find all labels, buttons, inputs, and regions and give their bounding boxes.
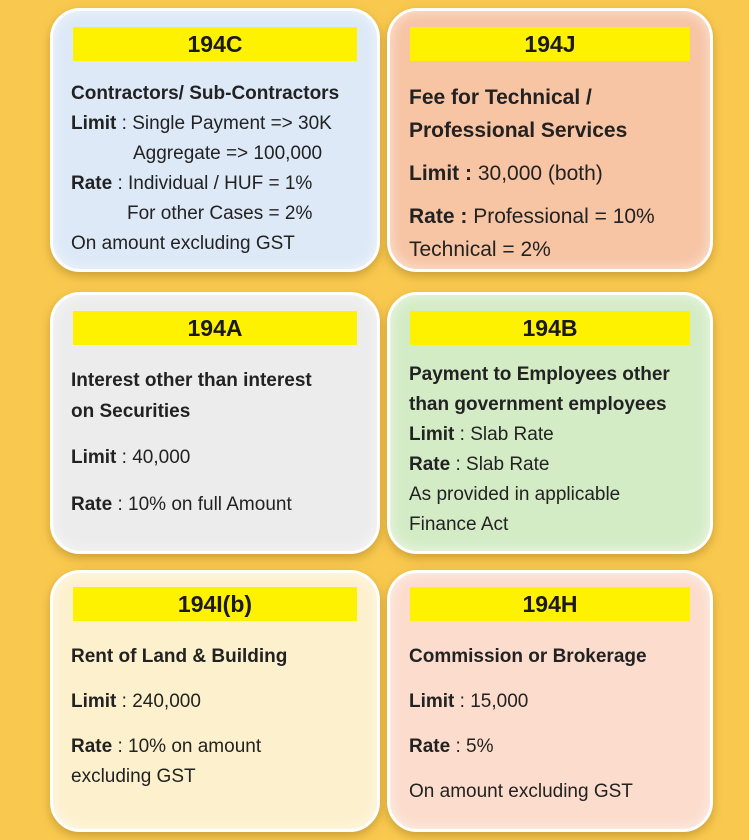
limit-line [409,157,603,190]
card-title-line-2: Professional Services [409,119,628,142]
limit-line [71,687,201,717]
card-194h [387,570,713,832]
limit-label: Limit [409,424,455,445]
rate-line [409,732,494,762]
limit-value: : 15,000 [454,691,529,712]
limit-line [409,687,528,717]
section-header: 194J [410,27,690,61]
rate-line [409,450,549,480]
rate-value: Professional = 10% [467,205,655,228]
limit-label: Limit [409,691,455,712]
section-header: 194I(b) [73,587,357,621]
limit-label: Limit [71,691,117,712]
section-header: 194A [73,311,357,345]
rate-line-2: excluding GST [71,766,196,787]
rate-value: : 10% on full Amount [112,494,292,515]
card-194a [50,292,380,554]
card-title: Rent of Land & Building [71,646,288,667]
section-header: 194B [410,311,690,345]
card-title-line-1: Interest other than interest [71,370,312,391]
note-line-2: Finance Act [409,514,509,535]
rate-label: Rate [409,736,451,757]
rate-value: : 5% [450,736,494,757]
card-title-line-1: Payment to Employees other [409,364,670,385]
section-header: 194H [410,587,690,621]
rate-line [71,732,261,762]
rate-line [71,490,292,520]
rate-label: Rate [71,736,113,757]
rate-label: Rate [409,454,451,475]
limit-line [71,443,190,473]
note-line-1: As provided in applicable [409,484,621,505]
card-194c [50,8,380,272]
rate-line [71,169,312,199]
limit-line [71,109,332,139]
rate-value: : 10% on amount [112,736,262,757]
limit-value: : Slab Rate [454,424,554,445]
limit-line-2: Aggregate => 100,000 [133,143,323,164]
limit-line [409,420,554,450]
card-194j [387,8,713,272]
rate-line [409,200,655,233]
limit-value: : Single Payment => 30K [116,113,332,134]
rate-value: : Slab Rate [450,454,550,475]
limit-label: Limit [71,113,117,134]
card-title: Commission or Brokerage [409,646,647,667]
card-title-line-2: than government employees [409,394,667,415]
card-title-line-1: Fee for Technical / [409,86,592,109]
limit-label: Limit : [409,162,472,185]
limit-label: Limit [71,447,117,468]
card-title: Contractors/ Sub-Contractors [71,83,340,104]
card-title-line-2: on Securities [71,401,191,422]
card-note: On amount excluding GST [409,781,633,802]
rate-value: : Individual / HUF = 1% [112,173,313,194]
card-194i-b [50,570,380,832]
limit-value: 30,000 (both) [472,162,603,185]
card-194b [387,292,713,554]
rate-line-2: Technical = 2% [409,238,551,261]
section-header: 194C [73,27,357,61]
limit-value: : 240,000 [116,691,201,712]
rate-label: Rate [71,494,113,515]
card-note: On amount excluding GST [71,233,295,254]
limit-value: : 40,000 [116,447,191,468]
rate-line-2: For other Cases = 2% [127,203,313,224]
rate-label: Rate : [409,205,468,228]
rate-label: Rate [71,173,113,194]
